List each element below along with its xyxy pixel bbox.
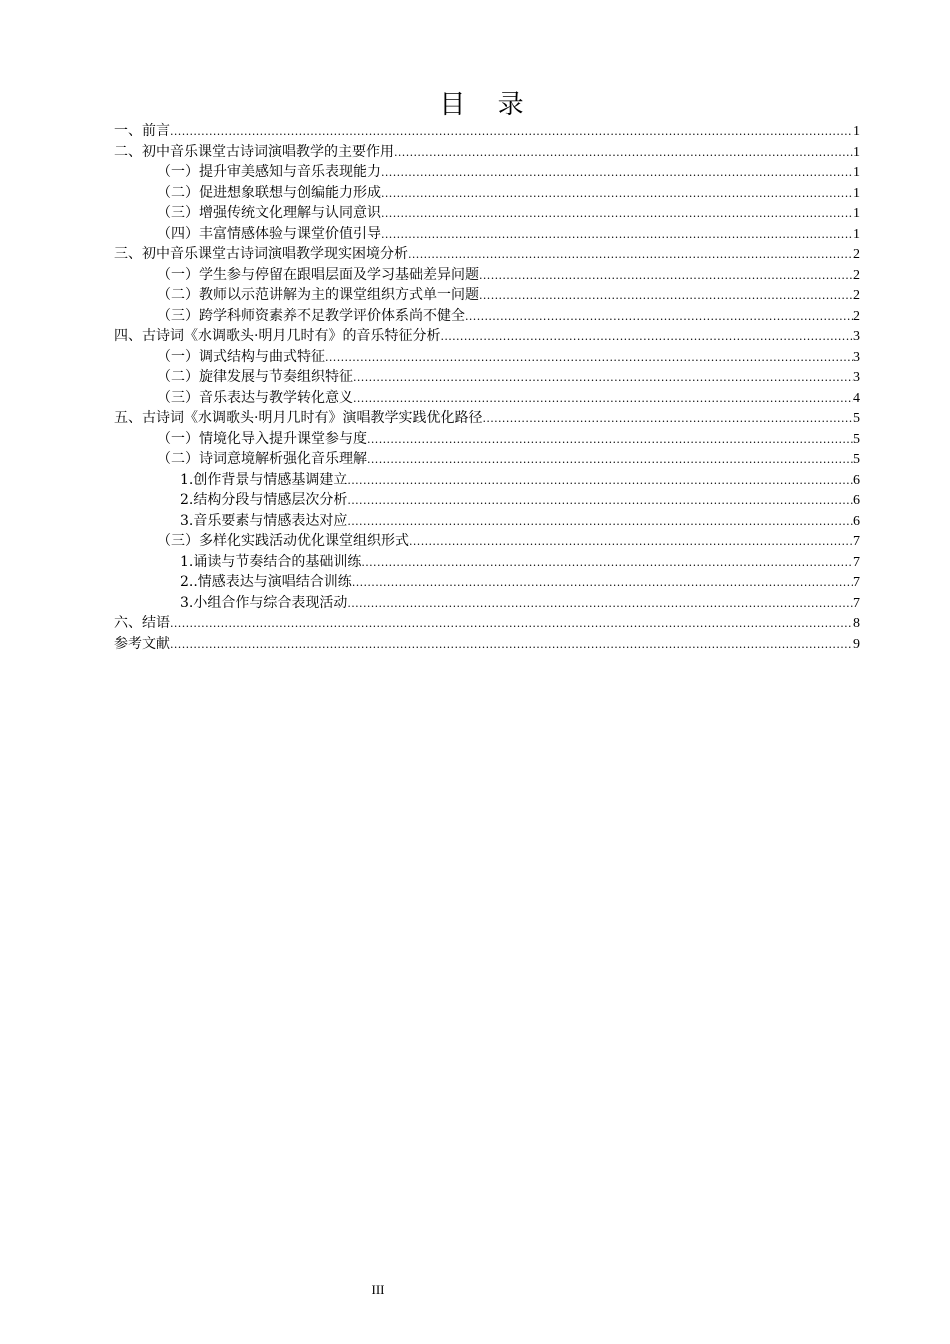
- toc-entry[interactable]: [114, 265, 860, 286]
- toc-leader-dots: [381, 225, 853, 246]
- toc-entry-text: （四）丰富情感体验与课堂价值引导: [157, 225, 381, 242]
- toc-leader-dots: [325, 348, 853, 369]
- toc-entry[interactable]: [114, 183, 860, 204]
- toc-leader-dots: [409, 532, 853, 553]
- page-number: III: [371, 1282, 385, 1297]
- toc-entry-page: 4: [853, 390, 860, 406]
- toc-leader-dots: [361, 553, 853, 574]
- toc-entry[interactable]: [114, 121, 860, 142]
- toc-leader-dots: [170, 635, 853, 656]
- toc-entry-page: 8: [853, 616, 860, 631]
- toc-entry-page: 2: [853, 288, 860, 303]
- toc-leader-dots: [482, 409, 853, 430]
- toc-entry-page: 1: [853, 185, 860, 201]
- toc-entry[interactable]: [114, 142, 860, 163]
- toc-leader-dots: [381, 184, 853, 205]
- toc-entry-page: 2: [853, 247, 860, 262]
- toc-leader-dots: [394, 143, 853, 164]
- toc-entry-text: （二）教师以示范讲解为主的课堂组织方式单一问题: [157, 287, 479, 303]
- toc-leader-dots: [353, 389, 853, 410]
- toc-entry-text: 五、古诗词《水调歌头·明月几时有》演唱教学实践优化路径: [114, 410, 483, 426]
- toc-entry[interactable]: [114, 552, 860, 573]
- toc-leader-dots: [465, 307, 853, 328]
- toc-entry-page: 5: [853, 411, 860, 426]
- toc-entry-page: 9: [853, 636, 860, 652]
- toc-entry-text: 2..情感表达与演唱结合训练: [180, 574, 352, 590]
- toc-entry-text: （三）音乐表达与教学转化意义: [157, 389, 353, 406]
- toc-leader-dots: [381, 204, 853, 225]
- toc-leader-dots: [408, 245, 853, 266]
- toc-leader-dots: [347, 594, 853, 615]
- toc-entry-text: 3.小组合作与综合表现活动: [180, 594, 348, 611]
- toc-entry-text: 2.结构分段与情感层次分析: [180, 492, 348, 508]
- toc-leader-dots: [170, 122, 853, 143]
- toc-entry-text: 1.诵读与节奏结合的基础训练: [180, 553, 362, 570]
- toc-entry[interactable]: [114, 470, 860, 491]
- toc-entry-text: （三）增强传统文化理解与认同意识: [157, 205, 381, 221]
- toc-entry[interactable]: [114, 203, 860, 224]
- toc-entry-text: （一）情境化导入提升课堂参与度: [157, 430, 367, 447]
- toc-entry[interactable]: [114, 388, 860, 409]
- toc-entry-page: 3: [853, 370, 860, 385]
- toc-leader-dots: [347, 471, 853, 492]
- toc-entry-page: 1: [853, 165, 860, 180]
- toc-entry-text: （二）促进想象联想与创编能力形成: [157, 184, 381, 201]
- toc-entry-page: 6: [853, 513, 860, 529]
- toc-entry-text: （三）多样化实践活动优化课堂组织形式: [157, 533, 409, 549]
- toc-entry[interactable]: [114, 162, 860, 183]
- toc-leader-dots: [352, 573, 853, 594]
- toc-entry-page: 2: [853, 308, 860, 324]
- toc-leader-dots: [479, 286, 853, 307]
- toc-entry-text: （二）旋律发展与节奏组织特征: [157, 369, 353, 385]
- toc-leader-dots: [347, 512, 853, 533]
- toc-entry[interactable]: [114, 347, 860, 368]
- toc-entry[interactable]: [114, 285, 860, 306]
- toc-entry[interactable]: [114, 634, 860, 655]
- toc-entry-page: 7: [853, 595, 860, 611]
- toc-entry-page: 2: [853, 267, 860, 283]
- toc-entry[interactable]: [114, 531, 860, 552]
- toc-entry-page: 6: [853, 472, 860, 488]
- toc-entry-page: 7: [853, 575, 860, 590]
- toc-entry[interactable]: [114, 511, 860, 532]
- toc-leader-dots: [367, 450, 853, 471]
- toc-entry[interactable]: [114, 593, 860, 614]
- toc-entry-text: 三、初中音乐课堂古诗词演唱教学现实困境分析: [114, 246, 408, 262]
- toc-entry[interactable]: [114, 572, 860, 593]
- toc-entry-text: 3.音乐要素与情感表达对应: [180, 512, 348, 529]
- toc-entry-text: 六、结语: [114, 615, 170, 631]
- toc-entry[interactable]: [114, 306, 860, 327]
- toc-title: 目 录: [439, 90, 536, 120]
- toc-entry-text: （三）跨学科师资素养不足教学评价体系尚不健全: [157, 307, 465, 324]
- toc-entry-page: 1: [853, 124, 860, 139]
- toc-entry-page: 6: [853, 493, 860, 508]
- toc-entry[interactable]: [114, 326, 860, 347]
- toc-entry-text: （一）学生参与停留在跟唱层面及学习基础差异问题: [157, 266, 479, 283]
- toc-entry[interactable]: [114, 408, 860, 429]
- toc-leader-dots: [381, 163, 853, 184]
- toc-leader-dots: [353, 368, 853, 389]
- toc-leader-dots: [367, 430, 853, 451]
- toc-entry[interactable]: [114, 224, 860, 245]
- toc-entry[interactable]: [114, 367, 860, 388]
- toc-entry-page: 5: [853, 431, 860, 447]
- toc-entry-text: 一、前言: [114, 123, 170, 139]
- toc-entry[interactable]: [114, 429, 860, 450]
- toc-entry-text: 1.创作背景与情感基调建立: [180, 471, 348, 488]
- toc-entry-text: 二、初中音乐课堂古诗词演唱教学的主要作用: [114, 143, 394, 160]
- toc-entry-page: 1: [853, 206, 860, 221]
- toc-entry[interactable]: [114, 449, 860, 470]
- toc-leader-dots: [440, 327, 853, 348]
- toc-entry[interactable]: [114, 244, 860, 265]
- table-of-contents: [114, 121, 860, 654]
- toc-entry-text: 参考文献: [114, 635, 170, 652]
- toc-entry-page: 3: [853, 329, 860, 344]
- toc-entry-text: （一）调式结构与曲式特征: [157, 348, 325, 365]
- toc-entry-text: 四、古诗词《水调歌头·明月几时有》的音乐特征分析: [114, 328, 441, 344]
- toc-entry-text: （一）提升审美感知与音乐表现能力: [157, 164, 381, 180]
- toc-entry-page: 5: [853, 452, 860, 467]
- toc-leader-dots: [170, 614, 853, 635]
- toc-entry[interactable]: [114, 613, 860, 634]
- toc-entry[interactable]: [114, 490, 860, 511]
- toc-entry-page: 1: [853, 226, 860, 242]
- toc-entry-page: 3: [853, 349, 860, 365]
- toc-entry-text: （二）诗词意境解析强化音乐理解: [157, 451, 367, 467]
- toc-entry-page: 7: [853, 554, 860, 570]
- toc-entry-page: 1: [853, 144, 860, 160]
- toc-entry-page: 7: [853, 534, 860, 549]
- toc-leader-dots: [347, 491, 853, 512]
- toc-leader-dots: [479, 266, 853, 287]
